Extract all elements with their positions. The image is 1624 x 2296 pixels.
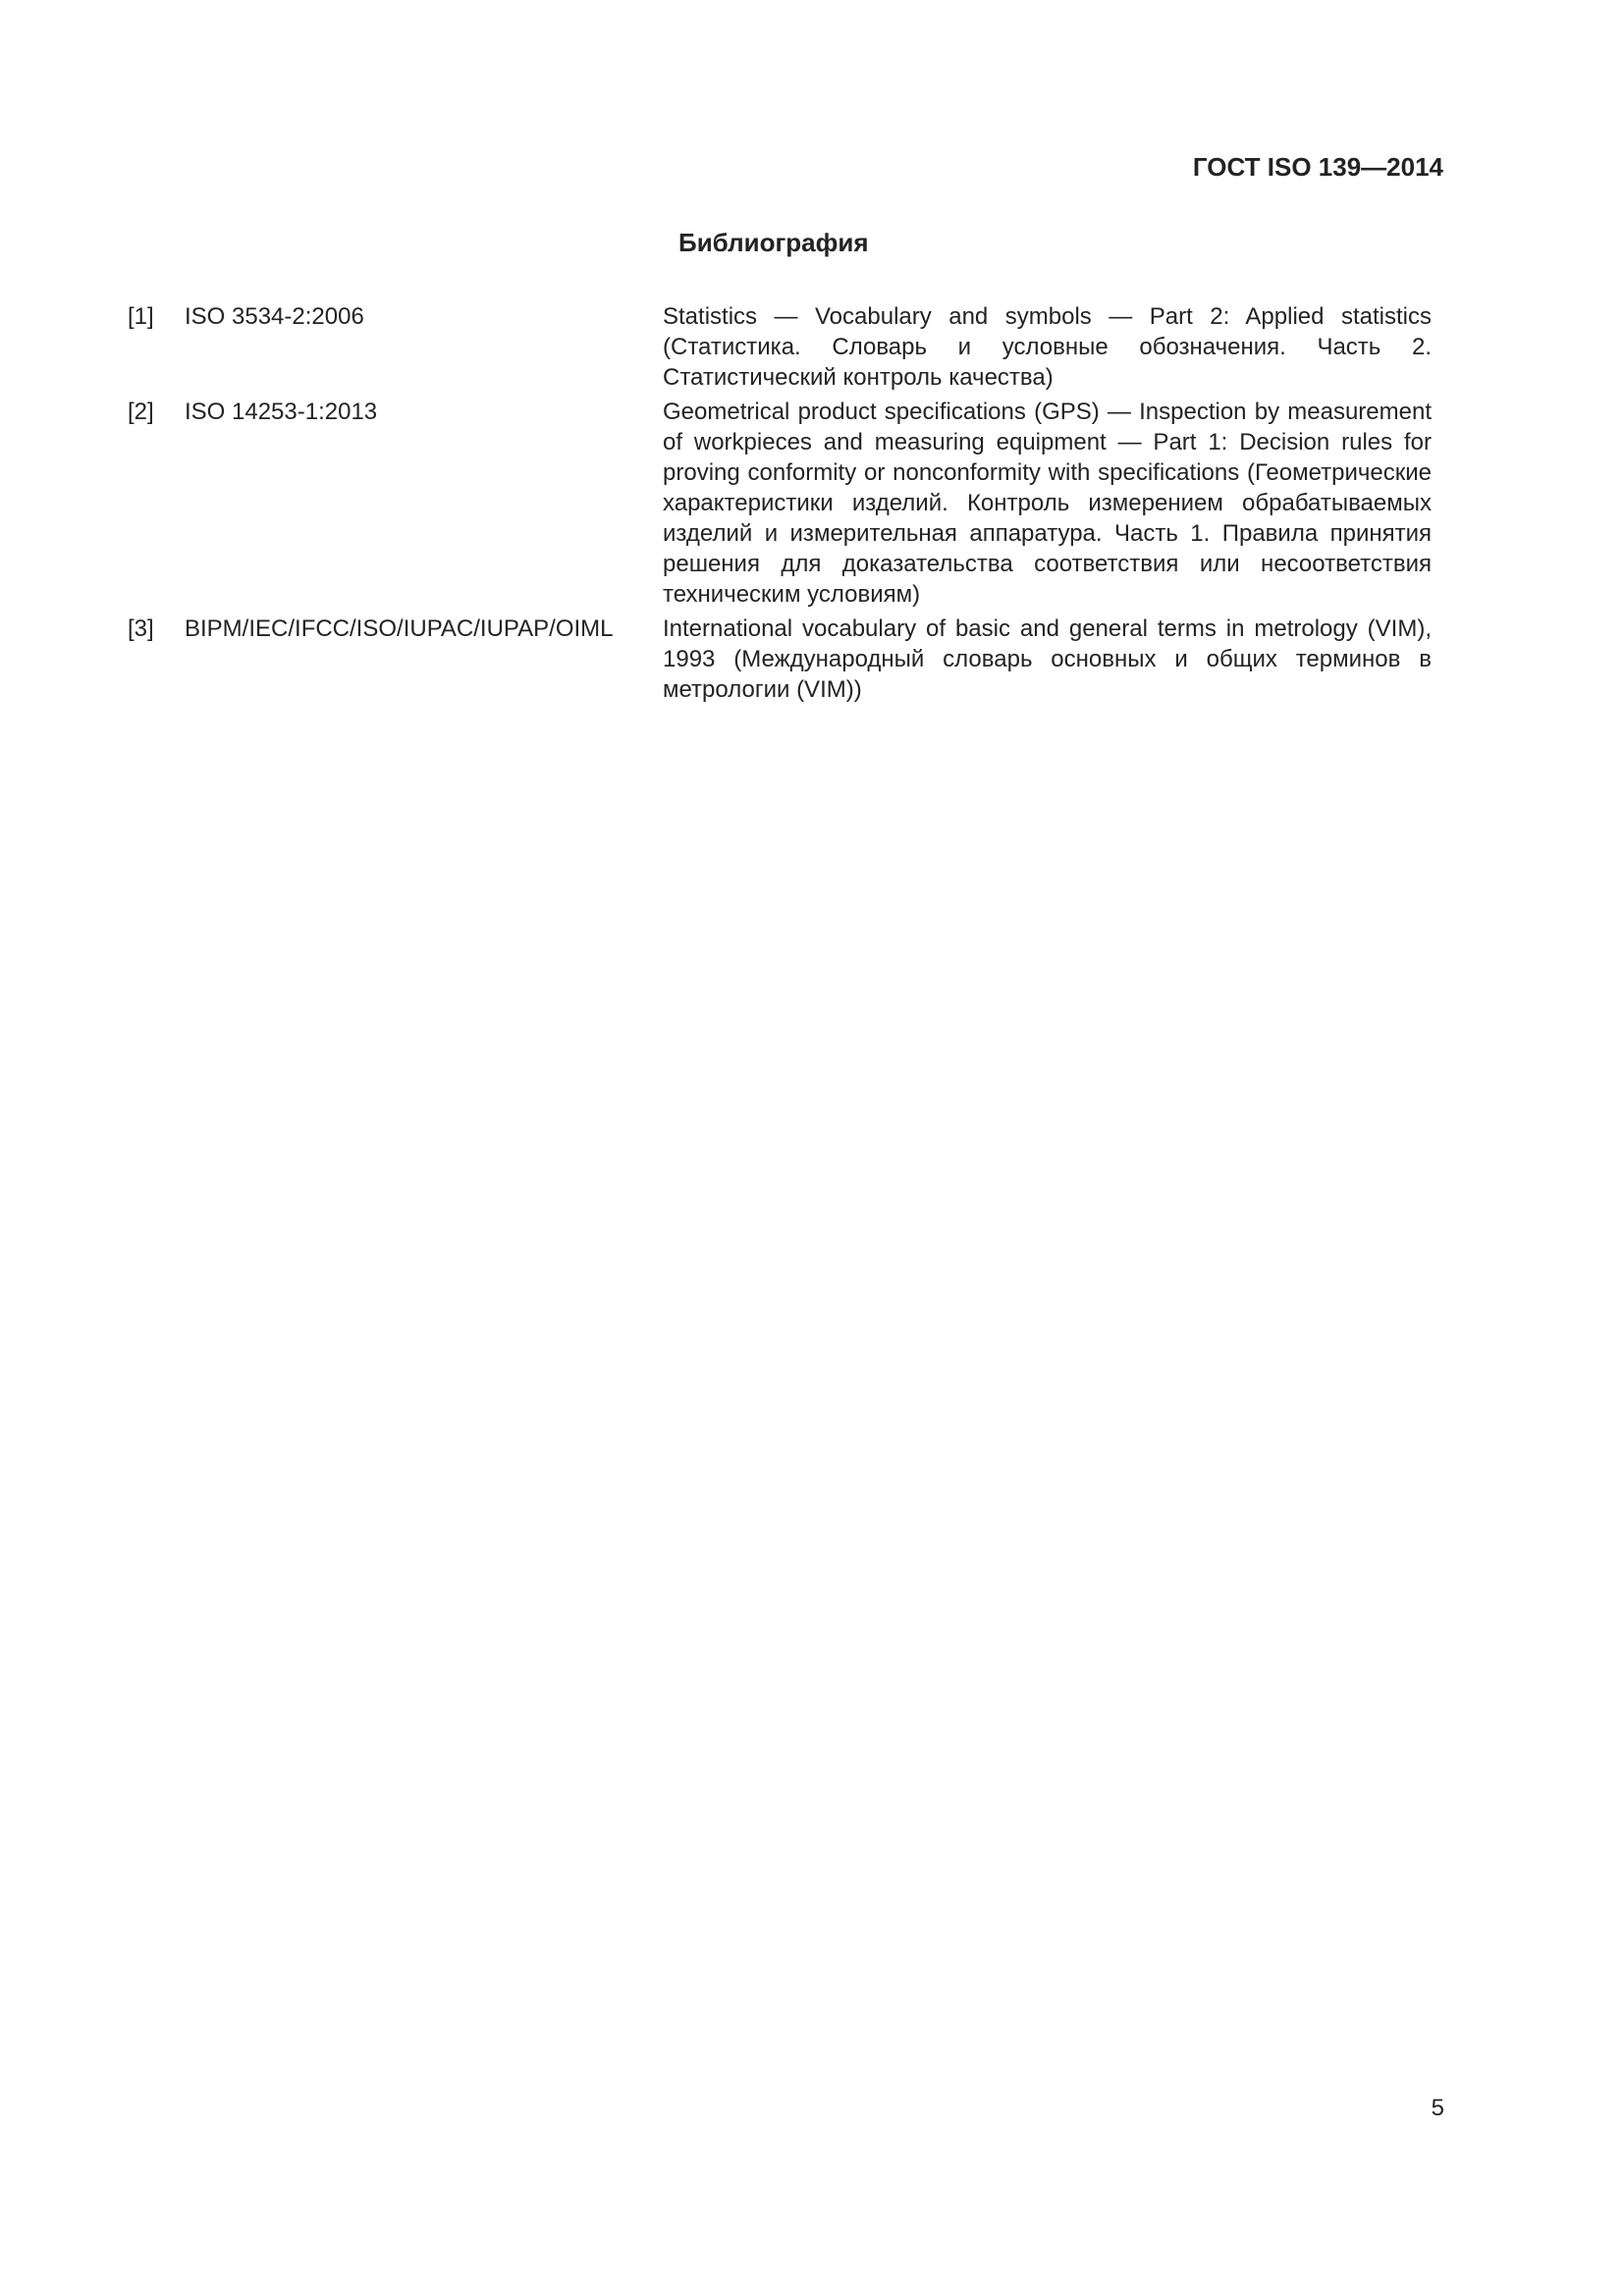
page-number: 5: [1431, 2095, 1444, 2121]
bibliography-entry: [128, 301, 1432, 393]
bibliography-title: Библиография: [678, 228, 869, 257]
bibliography-entry: [128, 614, 1432, 705]
entry-marker: [2]: [128, 399, 154, 425]
entry-description: Statistics — Vocabulary and symbols — Part 2: Applied statistics (Статистика. Словарь и условные обозначения. Часть 2. Статистический контроль качества): [663, 303, 1432, 391]
entry-marker: [1]: [128, 303, 154, 330]
bibliography-list: [128, 301, 1432, 709]
entry-description: International vocabulary of basic and general terms in metrology (VIM), 1993 (Международный словарь основных и общих терминов в метрологии (VIM)): [663, 615, 1432, 703]
bibliography-entry: [128, 397, 1432, 610]
standard-code-header: ГОСТ ISO 139—2014: [1192, 152, 1443, 182]
entry-code: ISO 3534-2:2006: [185, 303, 364, 330]
entry-code: BIPM/IEC/IFCC/ISO/IUPAC/IUPAP/OIML: [185, 615, 614, 642]
entry-description: Geometrical product specifications (GPS) — Inspection by measurement of workpieces and measuring equipment — Part 1: Decision rules for proving conformity or nonconformity with specifications (Геометрические характеристики изделий. Контроль измерением обрабатываемых изделий и измерительная аппаратура. Часть 1. Правила принятия решения для доказательства соответствия или несоответствия техническим условиям): [663, 399, 1432, 608]
entry-code: ISO 14253-1:2013: [185, 399, 378, 425]
entry-marker: [3]: [128, 615, 154, 642]
